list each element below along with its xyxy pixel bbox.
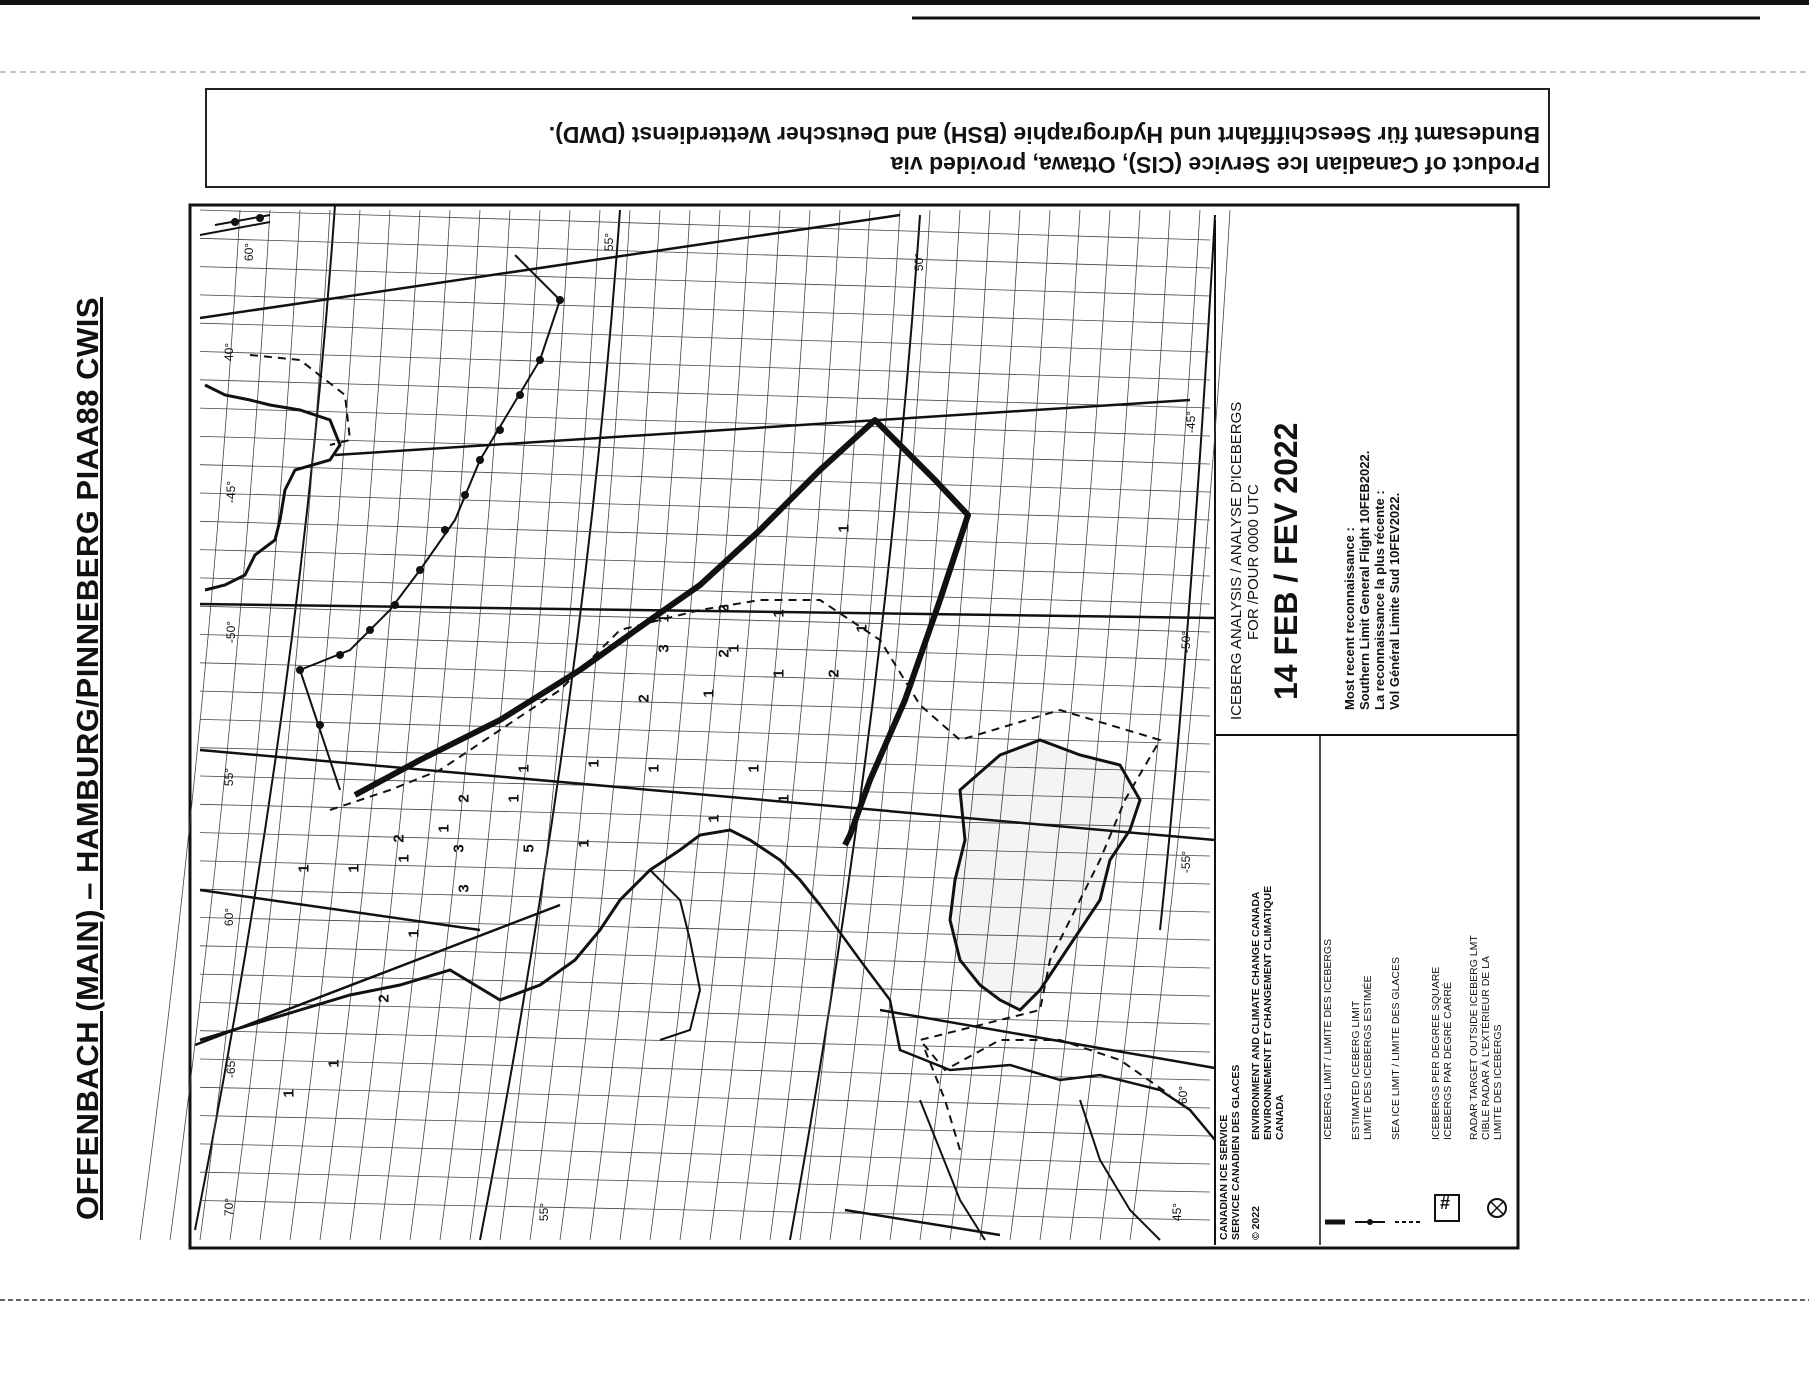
deg-lon-50-right: -50° xyxy=(1179,630,1194,654)
recon-line-3: La reconnaissance la plus récente : xyxy=(1372,490,1387,710)
iceberg-count: 3 xyxy=(655,644,673,653)
graticule-line xyxy=(200,550,1210,576)
deg-lat-45-bottom: 45° xyxy=(1170,1202,1185,1222)
lon-40-line xyxy=(200,215,900,318)
iceberg-count: 2 xyxy=(825,669,843,678)
iceberg-count: 1 xyxy=(575,839,593,848)
legend-sea-ice: SEA ICE LIMIT / LIMITE DES GLACES xyxy=(1390,956,1402,1140)
iceberg-count: 1 xyxy=(700,689,718,698)
attribution-line-2: Bundesamt für Seeschifffahrt und Hydrographie (BSH) and Deutscher Wetterdienst (DWD). xyxy=(548,122,1540,148)
estimated-limit-dot xyxy=(316,721,324,729)
estimated-limit-dot xyxy=(556,296,564,304)
iceberg-map xyxy=(140,205,1230,1240)
estimated-limit-dot xyxy=(461,491,469,499)
estimated-limit-dot xyxy=(536,356,544,364)
legend-estimated-1: ESTIMATED ICEBERG LIMIT xyxy=(1350,1000,1362,1140)
graticule-line xyxy=(200,1201,1210,1221)
graticule-line xyxy=(200,295,1210,324)
newfoundland-coast xyxy=(950,740,1140,1010)
iceberg-count: 2 xyxy=(715,649,733,658)
estimated-limit-dot xyxy=(336,651,344,659)
iceberg-count: 1 xyxy=(770,669,788,678)
graticule xyxy=(140,210,1230,1240)
iceberg-count: 1 xyxy=(645,764,663,773)
latitude-lines xyxy=(195,205,1215,1240)
iceberg-count: 1 xyxy=(655,614,673,623)
attribution-line-1: Product of Canadian Ice Service (CIS), Ottawa, provided via xyxy=(890,152,1540,178)
graticule-line xyxy=(200,1116,1210,1136)
iceberg-count: 5 xyxy=(520,844,538,853)
iceberg-count: 1 xyxy=(725,644,743,653)
deg-lon-70: 70° xyxy=(222,1197,237,1217)
legend-symbols xyxy=(1325,1195,1506,1225)
iceberg-count: 2 xyxy=(715,604,733,613)
copyright: © 2022 xyxy=(1250,1205,1262,1240)
agency-org-3: CANADA xyxy=(1274,1094,1286,1140)
iceberg-count: 1 xyxy=(770,609,788,618)
graticule-line xyxy=(200,1002,1210,1024)
iceberg-count: 1 xyxy=(435,824,453,833)
graticule-line xyxy=(200,465,1210,492)
iceberg-count: 1 xyxy=(775,794,793,803)
legend-radar-2: CIBLE RADAR À L'EXTÉRIEUR DE LA xyxy=(1480,955,1492,1140)
estimated-limit-dot xyxy=(496,426,504,434)
attribution-text xyxy=(215,100,1540,180)
deg-lon-60-top: 60° xyxy=(242,242,257,262)
legend-estimated-2: LIMITE DES ICEBERGS ESTIMÉE xyxy=(1362,975,1374,1140)
legend-radar-1: RADAR TARGET OUTSIDE ICEBERG LMT xyxy=(1468,935,1480,1140)
legend-estimated-dot xyxy=(1367,1219,1373,1225)
recon-line-4: Vol Général Limite Sud 10FEV2022. xyxy=(1387,492,1402,710)
longitude-lines xyxy=(195,215,1215,1235)
estimated-limit-dots xyxy=(231,214,564,729)
graticule-line xyxy=(200,267,1210,296)
iceberg-count: 1 xyxy=(280,1089,298,1098)
graticule-line xyxy=(200,663,1210,688)
legend-estimated xyxy=(1350,975,1374,1140)
estimated-limit-dot xyxy=(516,391,524,399)
iceberg-count: 1 xyxy=(705,814,723,823)
iceberg-count: 2 xyxy=(635,694,653,703)
lon-70-line xyxy=(845,1210,1000,1235)
graticule-line xyxy=(200,1172,1210,1192)
legend-radar xyxy=(1468,935,1504,1140)
iceberg-count: 1 xyxy=(585,759,603,768)
iceberg-count: 3 xyxy=(455,884,473,893)
graticule-line xyxy=(200,210,1210,240)
reconnaissance-block xyxy=(1342,451,1402,710)
iceberg-count: 3 xyxy=(450,844,468,853)
iceberg-count: 1 xyxy=(853,624,871,633)
iceberg-count: 2 xyxy=(375,994,393,1003)
estimated-limit-dot xyxy=(256,214,264,222)
iceberg-count: 1 xyxy=(835,524,853,533)
top-rule xyxy=(0,0,1809,5)
estimated-limit-dot xyxy=(476,456,484,464)
legend-iceberg-limit: ICEBERG LIMIT / LIMITE DES ICEBERGS xyxy=(1322,938,1334,1140)
graticule-line xyxy=(200,1144,1210,1164)
agency-org-2: ENVIRONNEMENT ET CHANGEMENT CLIMATIQUE xyxy=(1262,885,1274,1140)
deg-lat-50: 50° xyxy=(912,252,927,272)
iceberg-count: 1 xyxy=(515,764,533,773)
agency-block xyxy=(1218,1065,1242,1240)
graticule-line xyxy=(200,380,1210,408)
lon-60-line-a xyxy=(200,890,480,930)
estimated-limit-dot xyxy=(391,601,399,609)
graticule-line xyxy=(200,719,1210,744)
agency-org-block xyxy=(1250,886,1286,1140)
iceberg-count: 1 xyxy=(395,854,413,863)
deg-lat-55: 55° xyxy=(602,232,617,252)
deg-lon-60-right: -60° xyxy=(1176,1085,1191,1109)
agency-line-2: SERVICE CANADIEN DES GLACES xyxy=(1230,1064,1242,1240)
estimated-limit-dot xyxy=(231,218,239,226)
chart-date: 14 FEB / FEV 2022 xyxy=(1268,422,1304,700)
deg-lon-65: -65° xyxy=(224,1055,239,1079)
deg-lon-60: 60° xyxy=(222,907,237,927)
lon-45-line xyxy=(335,400,1190,455)
estimated-iceberg-limit xyxy=(200,215,560,790)
iceberg-count: 2 xyxy=(390,834,408,843)
graticule-line xyxy=(200,436,1210,464)
iceberg-count: 2 xyxy=(455,794,473,803)
graticule-line xyxy=(200,352,1210,381)
iceberg-count: 1 xyxy=(295,864,313,873)
chart-title-line-2: FOR /POUR 0000 UTC xyxy=(1245,484,1262,640)
agency-line-1: CANADIAN ICE SERVICE xyxy=(1218,1114,1230,1240)
deg-lon-50: -50° xyxy=(224,620,239,644)
deg-lon-45-right: -45° xyxy=(1184,410,1199,434)
lat-45-line xyxy=(1160,215,1215,930)
graticule-line xyxy=(200,1059,1210,1080)
estimated-limit-dot xyxy=(416,566,424,574)
chart-title-block xyxy=(1228,402,1305,720)
iceberg-count: 1 xyxy=(505,794,523,803)
legend-per-square-1: ICEBERGS PER DEGREE SQUARE xyxy=(1430,966,1442,1140)
estimated-limit-dot xyxy=(366,626,374,634)
gulf-coast xyxy=(920,1100,1160,1240)
lat-60-line xyxy=(195,205,335,1230)
legend-square-glyph: # xyxy=(1440,1193,1451,1213)
legend-per-square xyxy=(1430,967,1454,1140)
iceberg-count: 1 xyxy=(405,929,423,938)
lon-50-line xyxy=(200,604,1215,618)
iceberg-count: 1 xyxy=(345,864,363,873)
legend-per-square-2: ICEBERGS PAR DEGRÉ CARRÉ xyxy=(1442,982,1454,1140)
estimated-limit-dot xyxy=(441,526,449,534)
legend-radar-3: LIMITE DES ICEBERGS xyxy=(1492,1024,1504,1140)
iceberg-count: 1 xyxy=(325,1059,343,1068)
recon-line-1: Most recent reconnaissance : xyxy=(1342,527,1357,710)
estimated-limit-dot xyxy=(296,666,304,674)
page-title: OFFENBACH (MAIN) – HAMBURG/PINNEBERG PIAA88 CWIS xyxy=(70,296,105,1220)
iceberg-count: 1 xyxy=(745,764,763,773)
deg-lon-45: -45° xyxy=(224,480,239,504)
deg-lat-55-bottom: 55° xyxy=(537,1202,552,1222)
graticule-line xyxy=(200,521,1210,548)
recon-line-2: Southern Limit General Flight 10FEB2022. xyxy=(1357,450,1372,710)
deg-lon-55: 55° xyxy=(222,767,237,787)
deg-lon-55-right: -55° xyxy=(1179,850,1194,874)
chart-title-line-1: ICEBERG ANALYSIS / ANALYSE D'ICEBERGS xyxy=(1228,401,1245,720)
agency-org-1: ENVIRONMENT AND CLIMATE CHANGE CANADA xyxy=(1250,891,1262,1140)
deg-lon-40: 40° xyxy=(222,342,237,362)
iceberg-limit xyxy=(355,420,968,848)
